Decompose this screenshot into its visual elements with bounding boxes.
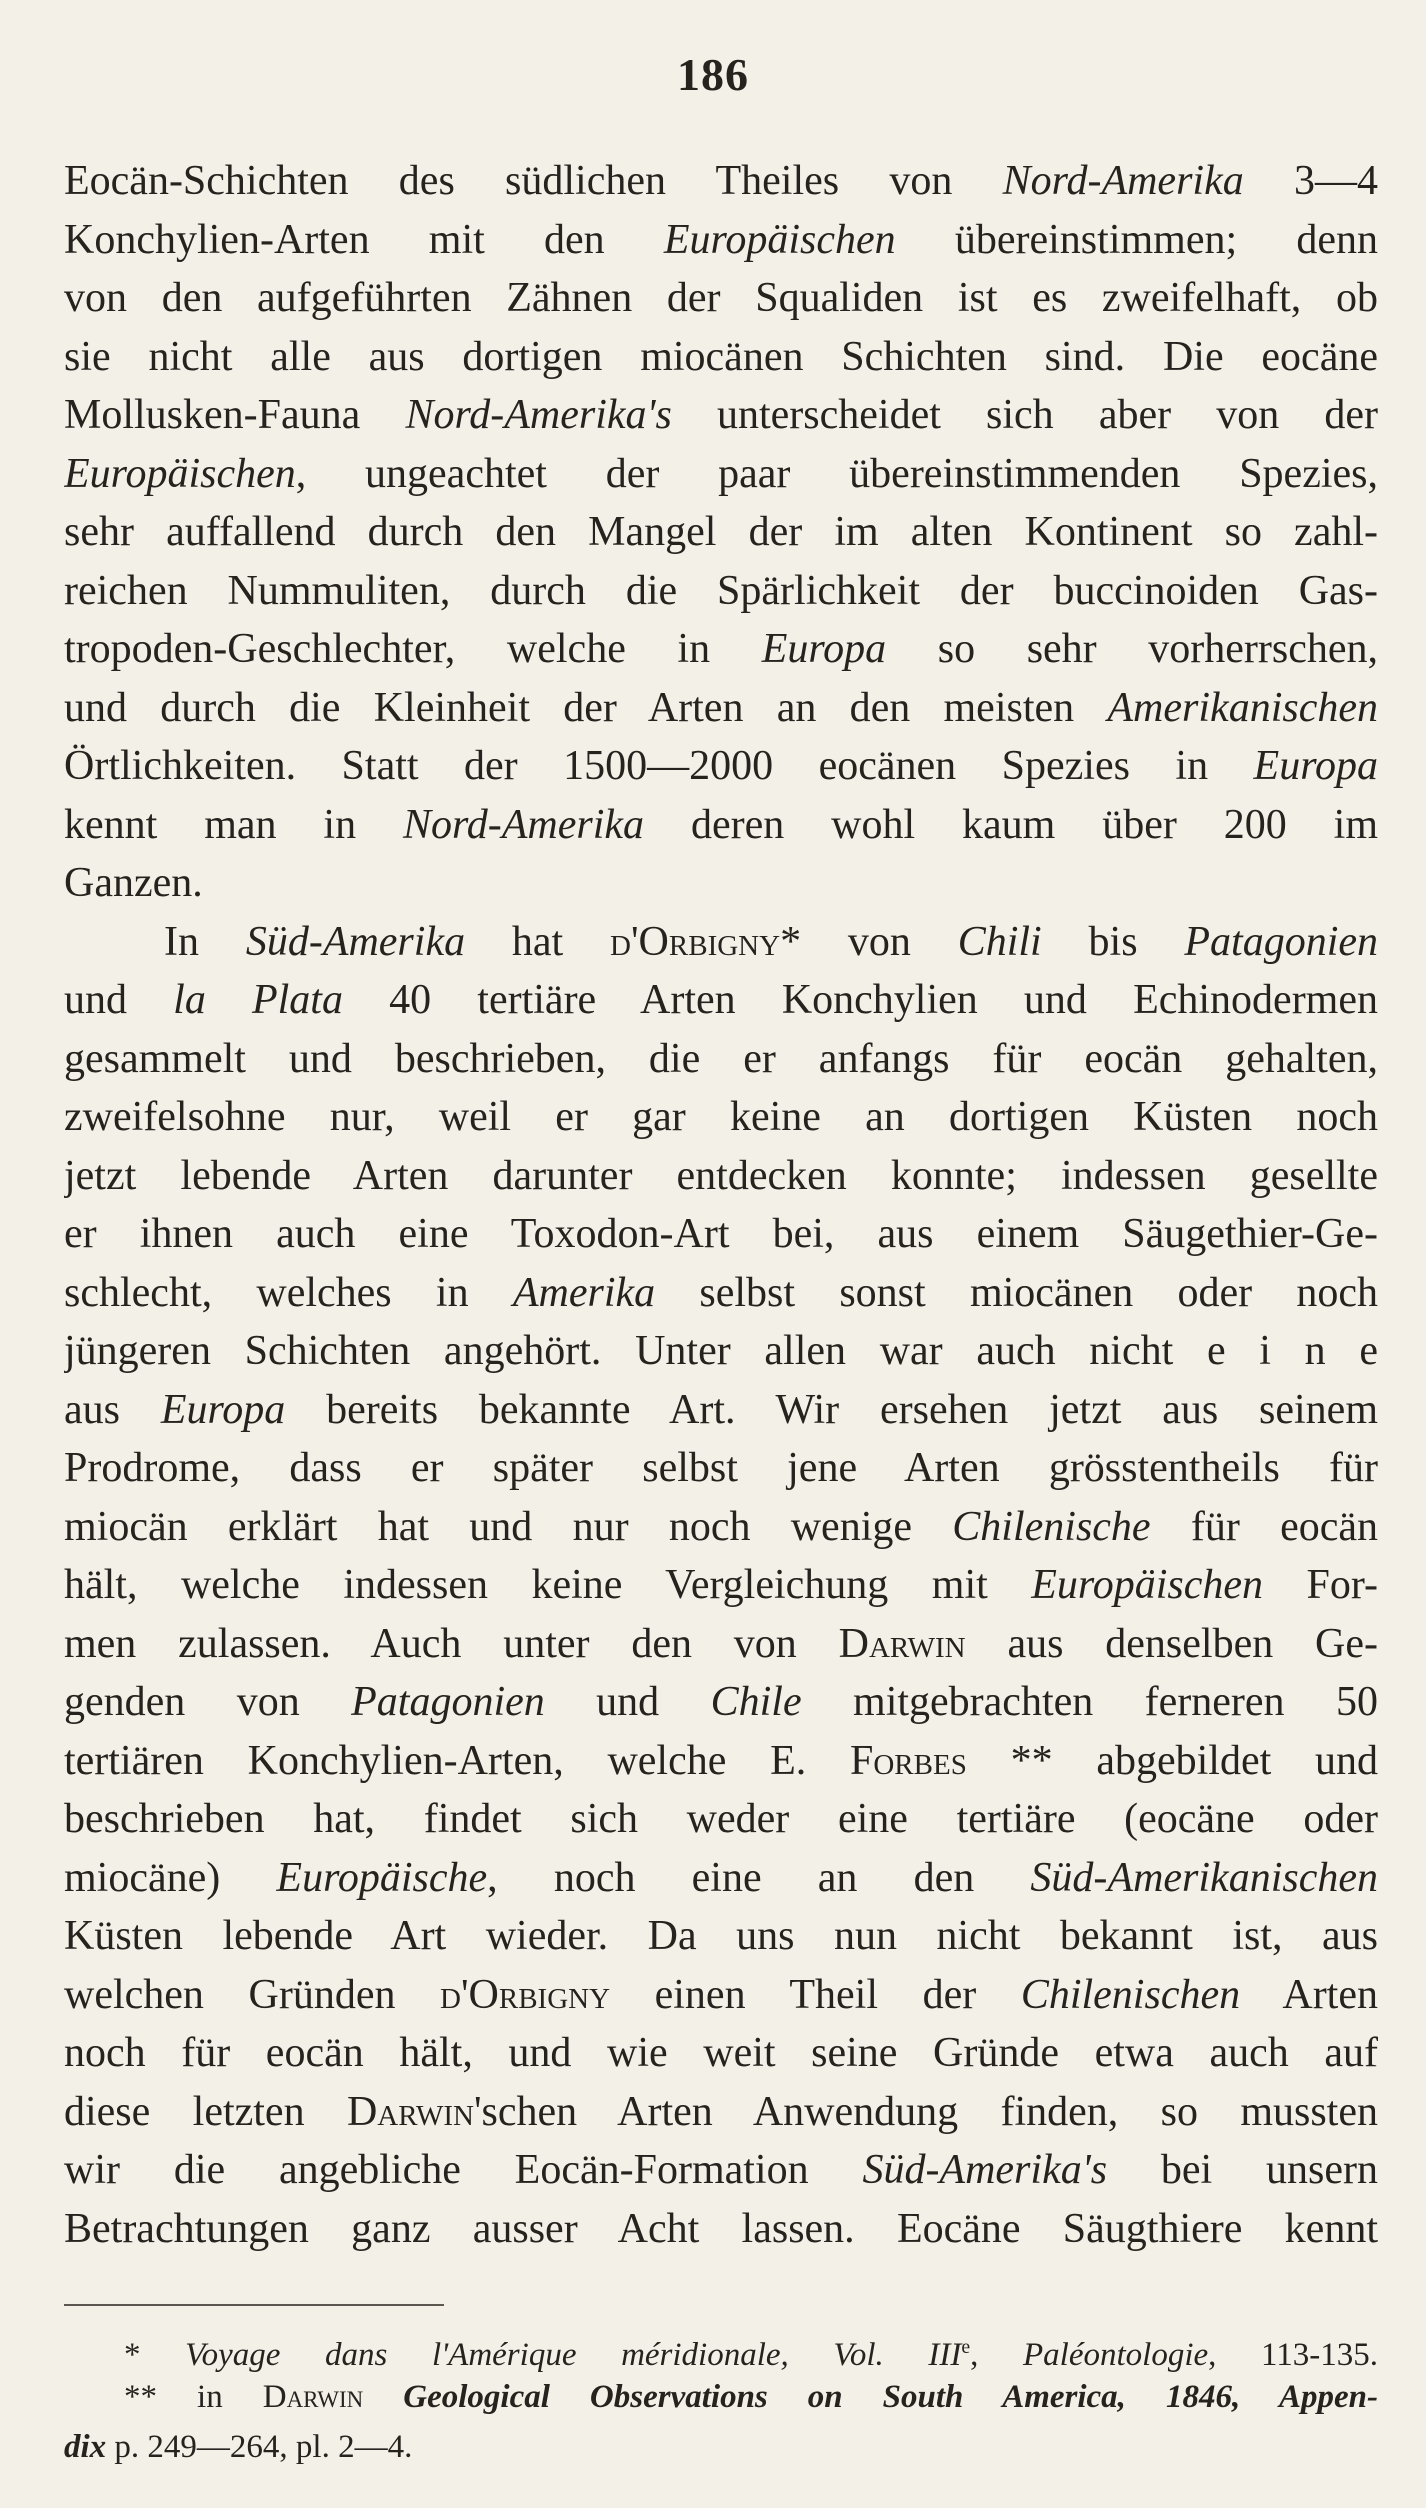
text-segment: 40 tertiäre Arten Konchylien und Echinodermen: [342, 977, 1378, 1023]
text-segment: tertiären Konchylien-Arten, welche E.: [64, 1737, 850, 1784]
page-number: 186: [677, 49, 749, 100]
text-segment: 3—4: [1243, 158, 1378, 204]
text-segment: und durch die Kleinheit der Arten an den meisten: [64, 684, 1108, 731]
text-segment: Europa: [1253, 743, 1378, 789]
text-segment: la Plata: [173, 977, 343, 1023]
text-segment: und: [64, 977, 174, 1023]
text-line: [64, 1966, 1378, 2025]
text-line: [64, 971, 1378, 1030]
text-segment: Betrachtungen ganz ausser Acht lassen. Eocäne Säugthiere kennt: [64, 2205, 1378, 2252]
text-segment: Patagonien: [1184, 918, 1378, 965]
text-segment: 'schen Arten Anwendung finden, so mussten: [473, 2088, 1378, 2135]
text-segment: Patagonien: [351, 1679, 545, 1725]
text-line: [64, 2200, 1378, 2259]
text-segment: Ganzen.: [64, 860, 203, 906]
text-line: [64, 2024, 1378, 2083]
text-segment: diese letzten: [64, 2088, 347, 2135]
text-line: [64, 1790, 1378, 1849]
text-segment: einen Theil der: [610, 1971, 1021, 2018]
text-segment: deren wohl kaum über 200 im: [644, 801, 1378, 848]
text-segment: e: [961, 2336, 971, 2358]
text-line: [64, 1088, 1378, 1147]
text-segment: ** abgebildet und: [966, 1737, 1378, 1784]
text-segment: , noch eine an den: [487, 1854, 1031, 1901]
text-segment: miocäne): [64, 1854, 277, 1901]
text-segment: aus: [64, 1386, 161, 1433]
footnote-line: [64, 2422, 1378, 2472]
text-segment: Nord-Amerika: [402, 801, 645, 848]
text-segment: Europäischen: [64, 450, 296, 497]
text-segment: kennt man in: [64, 801, 403, 848]
footnote-line: [64, 2372, 1378, 2422]
text-segment: Örtlichkeiten. Statt der 1500—2000 eocänen Spezies in: [64, 743, 1254, 789]
text-segment: von den aufgeführten Zähnen der Squaliden ist es zweifelhaft, ob: [64, 275, 1378, 321]
text-segment: bei unsern: [1107, 2147, 1378, 2193]
text-segment: In: [164, 918, 246, 965]
text-segment: , ungeachtet der paar übereinstimmenden Spezies,: [295, 450, 1378, 497]
text-segment: Küsten lebende Art wieder. Da uns nun nicht bekannt ist, aus: [64, 1913, 1378, 1959]
footnote-separator: [64, 2304, 444, 2306]
text-line: [64, 1673, 1378, 1732]
text-line: [64, 1439, 1378, 1498]
text-segment: für eocän: [1150, 1503, 1378, 1550]
text-segment: d'Orbigny: [440, 1971, 611, 2018]
text-segment: sie nicht alle aus dortigen miocänen Schichten sind. Die eocäne: [64, 333, 1378, 380]
text-line: [64, 1381, 1378, 1440]
text-segment: *: [124, 2337, 186, 2372]
text-line: [64, 1498, 1378, 1557]
text-line: [64, 1615, 1378, 1674]
text-line: [64, 1732, 1378, 1791]
text-line: [64, 152, 1378, 211]
text-segment: Konchylien-Arten mit den: [64, 216, 664, 263]
text-line: [64, 1147, 1378, 1206]
text-segment: Europäischen: [663, 216, 896, 263]
text-line: [64, 445, 1378, 504]
text-segment: Nord-Amerika's: [405, 392, 672, 438]
text-line: [64, 1556, 1378, 1615]
text-line: [64, 562, 1378, 621]
text-line: [64, 1030, 1378, 1089]
text-segment: Voyage dans l'Amérique méridionale, Vol. III: [185, 2337, 962, 2372]
text-segment: Arten: [1240, 1971, 1378, 2018]
text-segment: jetzt lebende Arten darunter entdecken konnte; indessen gesellte: [64, 1152, 1378, 1199]
text-line: [64, 854, 1378, 913]
text-segment: so sehr vorherrschen,: [886, 626, 1378, 672]
text-segment: Süd-Amerikanischen: [1030, 1854, 1378, 1901]
text-segment: schlecht, welches in: [64, 1269, 513, 1316]
text-line: [64, 1849, 1378, 1908]
text-segment: er ihnen auch eine Toxodon-Art bei, aus einem Säugethier-Ge-: [64, 1211, 1378, 1257]
text-segment: , 113-135.: [1208, 2337, 1378, 2372]
text-segment: Europäische: [276, 1854, 488, 1901]
text-segment: hält, welche indessen keine Vergleichung mit: [64, 1562, 1032, 1608]
text-line: [64, 211, 1378, 270]
text-line: [64, 2083, 1378, 2142]
text-segment: beschrieben hat, findet sich weder eine tertiäre (eocäne oder: [64, 1796, 1378, 1842]
text-line: [64, 1907, 1378, 1966]
footnotes: [64, 2322, 1378, 2472]
text-segment: jüngeren Schichten angehört. Unter allen war auch nicht e i n e: [64, 1328, 1378, 1374]
text-segment: noch für eocän hält, und wie weit seine Gründe etwa auch auf: [64, 2030, 1378, 2076]
text-segment: Europa: [761, 626, 887, 672]
text-segment: Chile: [710, 1679, 802, 1725]
text-segment: Süd-Amerika: [245, 918, 466, 965]
text-line: [64, 620, 1378, 679]
text-segment: Nord-Amerika: [1002, 158, 1244, 204]
text-segment: unterscheidet sich aber von der: [671, 392, 1378, 438]
text-segment: miocän erklärt hat und nur noch wenige: [64, 1503, 953, 1550]
text-line: [64, 503, 1378, 562]
text-segment: sehr auffallend durch den Mangel der im alten Kontinent so zahl-: [64, 509, 1378, 555]
text-segment: aus denselben Ge-: [965, 1620, 1378, 1667]
text-segment: Eocän-Schichten des südlichen Theiles von: [64, 158, 1003, 204]
text-segment: reichen Nummuliten, durch die Spärlichkeit der buccinoiden Gas-: [64, 567, 1378, 614]
text-line: [64, 1205, 1378, 1264]
text-segment: Paléontologie: [1023, 2337, 1209, 2372]
text-line: [64, 386, 1378, 445]
text-segment: men zulassen. Auch unter den von: [64, 1620, 839, 1667]
text-segment: zweifelsohne nur, weil er gar keine an dortigen Küsten noch: [64, 1094, 1378, 1140]
text-segment: Forbes: [850, 1737, 967, 1784]
footnote-line: [64, 2322, 1378, 2372]
text-line: [64, 737, 1378, 796]
text-segment: und: [544, 1679, 711, 1725]
text-line: [64, 1264, 1378, 1323]
text-segment: Chili: [957, 918, 1042, 965]
text-line: [64, 796, 1378, 855]
text-segment: Chilenischen: [1020, 1971, 1241, 2018]
text-segment: Darwin: [838, 1620, 966, 1667]
text-segment: Darwin: [262, 2379, 364, 2415]
text-segment: Europäischen: [1031, 1562, 1264, 1608]
text-line: [64, 328, 1378, 387]
text-segment: * von: [780, 918, 958, 965]
text-segment: Europa: [160, 1386, 286, 1433]
text-line: [64, 913, 1378, 972]
text-segment: bis: [1041, 918, 1185, 965]
text-segment: Chilenische: [952, 1503, 1151, 1550]
text-line: [64, 269, 1378, 328]
text-segment: Amerika: [512, 1269, 656, 1316]
text-segment: genden von: [64, 1679, 352, 1725]
text-segment: selbst sonst miocänen oder noch: [655, 1269, 1378, 1316]
text-segment: dix: [64, 2429, 107, 2465]
text-line: [64, 1322, 1378, 1381]
text-segment: tropoden-Geschlechter, welche in: [64, 626, 762, 672]
text-segment: Mollusken-Fauna: [64, 392, 406, 438]
text-segment: Süd-Amerika's: [862, 2147, 1108, 2193]
text-segment: ,: [970, 2337, 1024, 2372]
text-segment: For-: [1263, 1562, 1378, 1608]
text-segment: d'Orbigny: [610, 918, 781, 965]
text-segment: ** in: [124, 2379, 263, 2415]
text-segment: hat: [465, 918, 611, 965]
text-line: [64, 2141, 1378, 2200]
body-text: [64, 152, 1378, 2258]
text-segment: Prodrome, dass er später selbst jene Arten grösstentheils für: [64, 1445, 1378, 1491]
text-segment: welchen Gründen: [64, 1971, 441, 2018]
text-segment: Darwin: [346, 2088, 474, 2135]
text-segment: übereinstimmen; denn: [895, 216, 1378, 263]
text-segment: [363, 2379, 403, 2415]
text-segment: gesammelt und beschrieben, die er anfangs für eocän gehalten,: [64, 1035, 1378, 1082]
text-line: [64, 679, 1378, 738]
text-segment: wir die angebliche Eocän-Formation: [64, 2147, 863, 2193]
text-segment: Geological Observations on South America, 1846, Appen-: [403, 2379, 1378, 2415]
text-segment: bereits bekannte Art. Wir ersehen jetzt aus seinem: [285, 1386, 1378, 1433]
text-segment: mitgebrachten ferneren 50: [801, 1679, 1378, 1725]
text-segment: Amerikanischen: [1107, 684, 1378, 731]
text-segment: p. 249—264, pl. 2—4.: [106, 2429, 413, 2465]
